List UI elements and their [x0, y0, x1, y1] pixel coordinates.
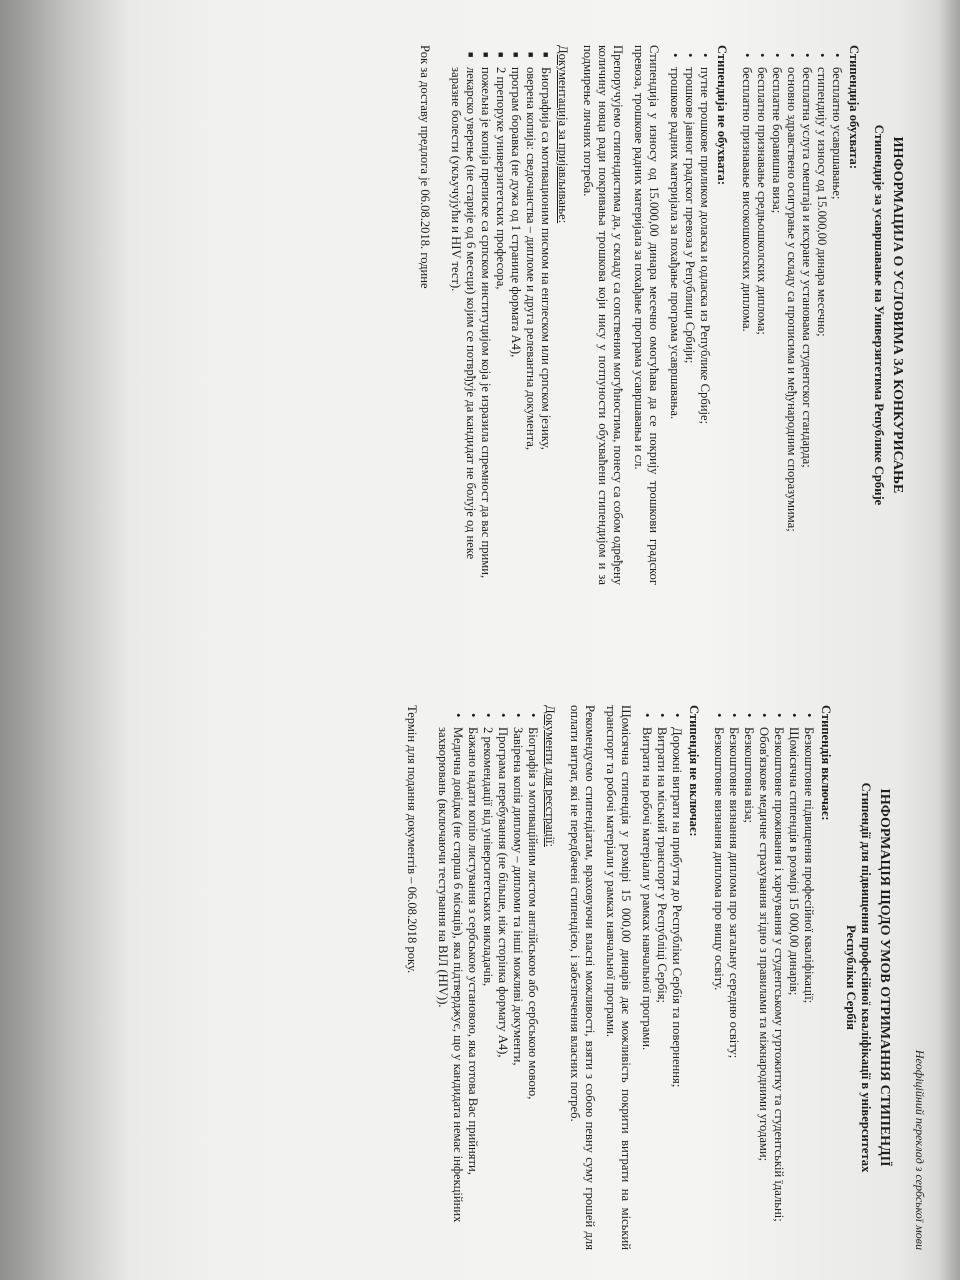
ukr-subtitle-line2: Республіки Сербія — [844, 925, 858, 1030]
list-item: • Обов'язкове медичне страхування згідно з правилами та міжнародними угодами; — [756, 727, 771, 1250]
srb-includes-heading: Стипендија обухвата: — [847, 45, 861, 170]
ukrainian-column — [404, 705, 945, 1250]
list-item: ■ програм боравка (не дужа од 1 странице формата А4), — [508, 67, 523, 585]
translation-note: Неофіційний переклад з сербської мови — [913, 1049, 927, 1250]
srb-title: ИНФОРМАЦИЈА О УСЛОВИМА ЗА КОНКУРИСАЊЕ — [890, 136, 905, 494]
serbian-column — [417, 45, 945, 585]
ukr-subtitle-line1: Стипендії для підвищення професійної кваліфікації в університетах — [859, 782, 873, 1173]
ukr-paragraph-1: Щомісячна стипендія у розмірі 15 000,00 динарів дає можливість покрити витрати на міський транспорт та робочі матеріали у рамках навчальної програми. — [604, 705, 633, 1250]
list-item: • стипендију у износу од 15.000,00 динара месечно; — [814, 67, 829, 585]
list-item: • путне трошкове приликом доласка и одласка из Републике Србије; — [697, 67, 712, 585]
ukr-paragraph-2: Рекомендуємо стипендіатам, враховуючи власні можливості, взяти з собою певну суму грошей для оплати витрат, які не передбачені стипендією, і забезпечення власних потреб. — [568, 705, 597, 1250]
list-item: • 2 рекомендації від університетських викладачів, — [480, 727, 495, 1250]
srb-excludes-heading: Стипендија не обухвата: — [715, 45, 729, 186]
list-item: • Дорожні витрати на прибуття до Республіки Сербія та повернення; — [669, 727, 684, 1250]
srb-deadline: Рок за доставу предлога је 06.08.2018. године — [418, 45, 432, 289]
list-item: • Біографія з мотиваційним листом англійською або сербською мовою, — [525, 727, 540, 1250]
list-item: ■ Биографија са мотивационим писмом на енглеском или српском језику, — [538, 67, 553, 585]
list-item: • Витрати на робочі матеріали у рамках навчальної програми. — [639, 727, 654, 1250]
list-item: • бесплатно признавање средњошколских диплома; — [754, 67, 769, 585]
srb-docs-list — [448, 45, 553, 585]
list-item: • бесплатно признавање високошколских диплома. — [739, 67, 754, 585]
list-item: ■ пожељна је копија преписке са српском институцијом која је изразила спремност да вас прими, — [478, 67, 493, 585]
srb-excludes-list — [667, 45, 712, 585]
list-item: • трошкове јавног градског превоза у Републици Србији; — [682, 67, 697, 585]
ukr-docs-heading: Документи для реєстрації: — [543, 705, 557, 847]
list-item: • бесплатне боравишна виза; — [769, 67, 784, 585]
list-item: • Безкоштовне проживання і харчування у студентському гуртожитку та студентській їдальні; — [771, 727, 786, 1250]
ukr-includes-heading: Стипендія включає: — [819, 705, 833, 821]
list-item: • Безкоштовне визнання диплома про вищу освіту. — [711, 727, 726, 1250]
ukr-docs-list — [435, 705, 540, 1250]
list-item: • Бажано надати копію листування з сербською установою, яка готова Вас прийняти, — [465, 727, 480, 1250]
list-item: • основно здравствено осигурање у складу са прописима и међународним споразумима; — [784, 67, 799, 585]
list-item: • Програма перебування (не більше, ніж сторінка формату А4), — [495, 727, 510, 1250]
list-item: • трошкове радних материјала за похађање програма усавршавања. — [667, 67, 682, 585]
srb-paragraph-2: Препоручујемо стипендистима да, у складу са сопственим могућностима, понесу са собом одређену количину новца ради покривања трошкова који нису у потпуности обухваћени стипендијом и за подмирење личних потреба. — [581, 45, 625, 585]
list-item: ■ лекарско уверење (не старије од 6 месеци) којим се потврђује да кандидат не болује од неке заразне болести (укључујући и HIV тест). — [448, 67, 478, 585]
ukr-excludes-list — [639, 705, 684, 1250]
list-item: • бесплатно усавршавање; — [829, 67, 844, 585]
list-item: • Безкоштовна віза; — [741, 727, 756, 1250]
list-item: • Щомісячна стипендія в розмірі 15 000,00 динарів; — [786, 727, 801, 1250]
list-item: • Витрати на міський транспорт у Республіці Сербія; — [654, 727, 669, 1250]
list-item: • Завірена копія диплому – дипломи та інші можливі документи, — [510, 727, 525, 1250]
ukr-includes-list — [711, 705, 816, 1250]
list-item: • бесплатна услуга смештаја и исхране у установама студентског стандарда; — [799, 67, 814, 585]
ukr-deadline: Термін для подання документів – 06.08.2018 року. — [405, 705, 419, 974]
srb-includes-list — [739, 45, 844, 585]
rotated-sheet — [15, 15, 945, 1265]
srb-docs-heading: Документација за пријављивање: — [556, 45, 570, 224]
list-item: • Медична довідка (не старша 6 місяців), яка підтверджує, що у кандидата немає інфекційних захворювань (включаючи тестування на ВІЛ (HIV)). — [435, 727, 465, 1250]
list-item: • Безкоштовне визнання диплома про загальну середню освіту; — [726, 727, 741, 1250]
ukr-title: ІНФОРМАЦІЯ ЩОДО УМОВ ОТРИМАННЯ СТИПЕНДІЇ — [877, 788, 892, 1167]
srb-paragraph-1: Стипендија у износу од 15.000,00 динара месечно омогућава да се покрију трошкови градског превоза, трошкове радних материјала за похађање програма усавршавања и сл. — [632, 45, 661, 585]
list-item: ■ оверена копија: сведочанства – дипломе и друга релевантна документа, — [523, 67, 538, 585]
ukr-excludes-heading: Стипендія не включає: — [687, 705, 701, 837]
list-item: • Безкоштовне підвищення професійної кваліфікації; — [801, 727, 816, 1250]
list-item: ■ 2 препоруке универзитетских професора, — [493, 67, 508, 585]
srb-subtitle: Стипендије за усавршавање на Универзитетима Републике Србије — [872, 124, 886, 506]
